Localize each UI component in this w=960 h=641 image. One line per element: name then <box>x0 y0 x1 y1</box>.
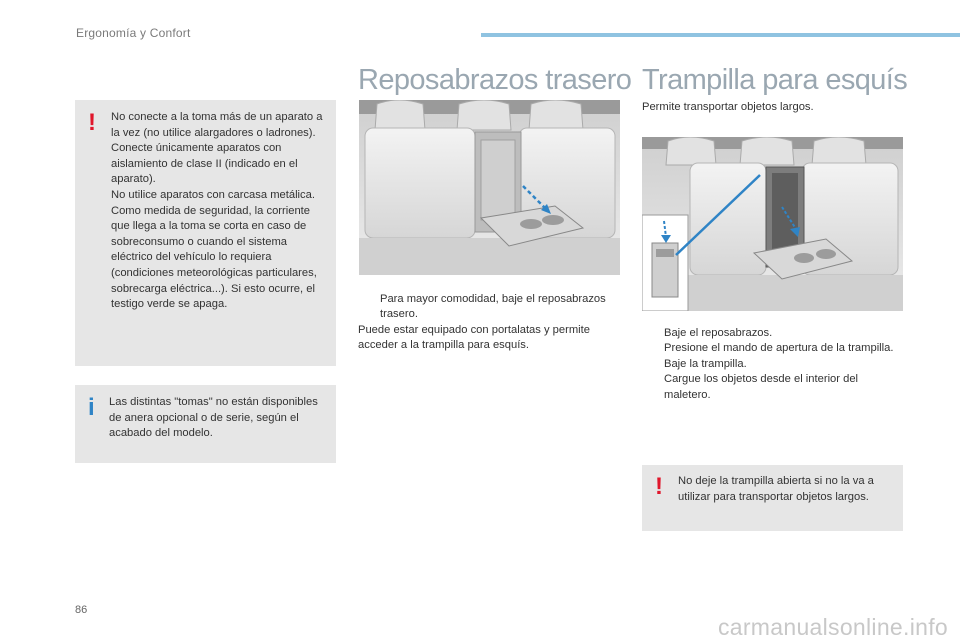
rear-seat-armrest-illustration <box>359 100 620 275</box>
header-accent-bar <box>481 33 960 37</box>
armrest-description: Puede estar equipado con portalatas y permite acceder a la trampilla para esquís. <box>358 323 590 352</box>
step-item <box>642 341 904 356</box>
step-item <box>642 357 904 372</box>
ski-hatch-photo <box>642 137 903 311</box>
warning-box-ski-hatch <box>642 465 903 531</box>
armrest-text <box>358 292 620 354</box>
step-text: Baje el reposabrazos. <box>664 327 773 339</box>
armrest-title: Reposabrazos trasero <box>358 64 632 96</box>
ski-hatch-intro: Permite transportar objetos largos. <box>642 101 814 113</box>
warning-paragraph: No conecte a la toma más de un aparato a la vez (no utilice alargadores o ladrones). <box>111 111 323 139</box>
step-text: Cargue los objetos desde el interior del maletero. <box>664 373 859 401</box>
warning-box-electrical <box>75 100 336 366</box>
ski-hatch-illustration <box>642 137 903 311</box>
bullet-item <box>358 292 620 323</box>
step-text: Baje la trampilla. <box>664 357 747 370</box>
warning-icon: ! <box>655 473 663 500</box>
info-icon: i <box>88 394 95 421</box>
ski-hatch-steps <box>642 326 904 403</box>
section-header: Ergonomía y Confort <box>76 26 191 40</box>
ski-hatch-title: Trampilla para esquís <box>642 64 908 96</box>
page-number: 86 <box>75 604 88 616</box>
watermark: carmanualsonline.info <box>717 614 948 640</box>
step-text: Presione el mando de apertura de la trampilla. <box>664 342 894 355</box>
warning-icon: ! <box>88 109 96 136</box>
warning-paragraph: No utilice aparatos con carcasa metálica. <box>111 188 315 201</box>
step-item <box>642 372 904 403</box>
bullet-text: Para mayor comodidad, baje el reposabrazos trasero. <box>380 293 606 321</box>
info-box-sockets <box>75 385 336 463</box>
step-item <box>642 326 904 341</box>
warning-paragraph: Conecte únicamente aparatos con aislamiento de clase II (indicado en el aparato). <box>111 142 298 186</box>
warning-text: No deje la trampilla abierta si no la va a utilizar para transportar objetos largos. <box>678 475 874 503</box>
warning-text <box>111 110 327 313</box>
armrest-photo <box>359 100 620 275</box>
info-text: Las distintas "tomas" no están disponibles de anera opcional o de serie, según el acabado del modelo. <box>109 396 318 440</box>
warning-paragraph: Como medida de seguridad, la corriente que llega a la toma se corta en caso de sobreconsumo o cuando el sistema eléctrico del vehículo lo requiera (condiciones meteorológicas particulares, sobrecarga eléctrica...). Si esto ocurre, el testigo verde se apaga. <box>111 204 317 311</box>
